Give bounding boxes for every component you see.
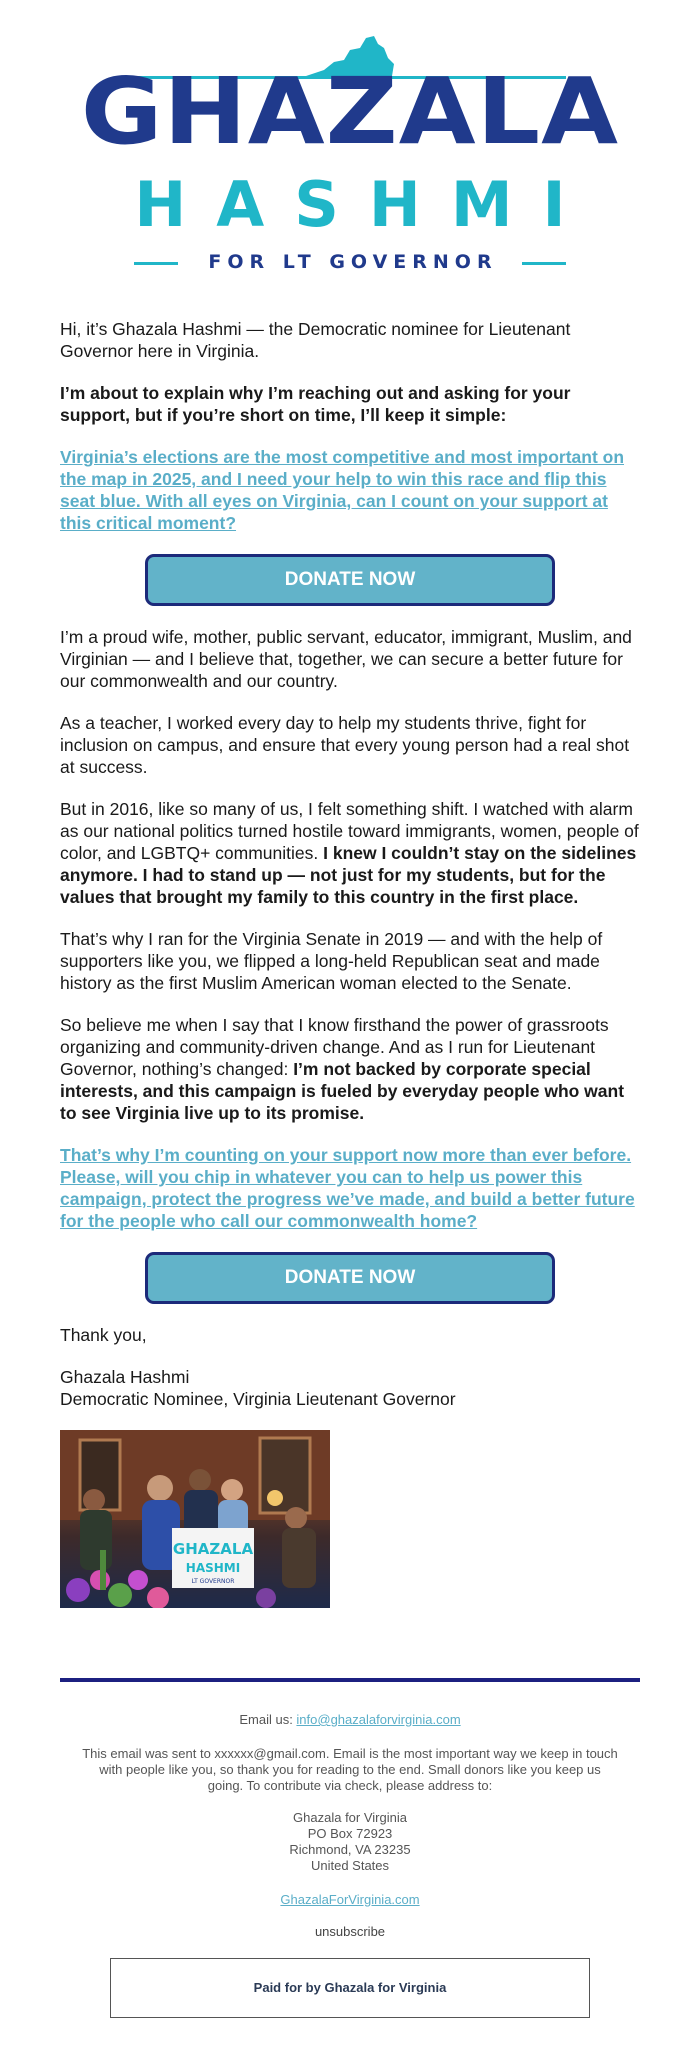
signature-title: Democratic Nominee, Virginia Lieutenant Governor <box>60 1389 456 1409</box>
footer-note: This email was sent to xxxxxx@gmail.com. Email is the most important way we keep in touch with people like you, so thank you for reading to the end. Small donors like you keep us going. To contribute via check, please address to: <box>82 1746 618 1793</box>
photo-sign-line1: GHAZALA <box>172 1540 254 1558</box>
logo-surname: HASHMI <box>134 168 596 241</box>
footer-email-label: Email us: <box>239 1712 297 1727</box>
signature-name: Ghazala Hashmi <box>60 1367 190 1387</box>
paragraph-grassroots <box>60 1014 640 1124</box>
address-line: Ghazala for Virginia <box>293 1810 407 1825</box>
footer-email-link[interactable]: info@ghazalaforvirginia.com <box>296 1712 461 1727</box>
photo-illustration <box>60 1430 330 1608</box>
paragraph-senate: That’s why I ran for the Virginia Senate in 2019 — and with the help of supporters like you, we flipped a long-held Republican seat and made history as the first Muslim American woman elected to the Senate. <box>60 929 603 993</box>
paragraph-2016-bold: I knew I couldn’t stay on the sidelines anymore. I had to stand up — not just for my students, but for the values that brought my family to this country in the first place. <box>60 843 637 907</box>
cta-paragraph-2 <box>60 1144 640 1232</box>
cta-link-2[interactable]: That’s why I’m counting on your support now more than ever before. Please, will you chip in whatever you can to help us power this campaign, protect the progress we’ve made, and build a better future for the people who call our commonwealth home? <box>60 1145 635 1231</box>
campaign-event-photo <box>60 1430 330 1608</box>
address-line: PO Box 72923 <box>307 1826 393 1841</box>
footer-email-line <box>60 1712 640 1728</box>
paid-for-text: Paid for by Ghazala for Virginia <box>253 1980 447 1995</box>
logo-name: GHAZALA <box>80 58 620 165</box>
unsubscribe-link[interactable]: unsubscribe <box>314 1924 386 1939</box>
paragraph-teacher: As a teacher, I worked every day to help my students thrive, fight for inclusion on campus, and ensure that every young person had a real shot at success. <box>60 713 630 777</box>
paragraph-identity: I’m a proud wife, mother, public servant, educator, immigrant, Muslim, and Virginian — and I believe that, together, we can secure a better future for our commonwealth and our country. <box>60 627 632 691</box>
donate-button-wrap-1 <box>60 554 640 606</box>
paragraph-2016 <box>60 798 640 908</box>
photo-sign-line3: LT GOVERNOR <box>191 1578 235 1585</box>
donate-now-button-1[interactable]: DONATE NOW <box>145 554 555 606</box>
paragraph-grassroots-text: So believe me when I say that I know firsthand the power of grassroots organizing and community-driven change. And as I run for Lieutenant Governor, nothing’s changed: <box>60 1015 609 1079</box>
footer-divider <box>60 1678 640 1682</box>
logo-tagline-rule-right <box>522 262 566 265</box>
paragraph-grassroots-bold: I’m not backed by corporate special interests, and this campaign is fueled by everyday people who want to see Virginia live up to its promise. <box>60 1059 625 1123</box>
photo-sign-line2: HASHMI <box>185 1561 241 1575</box>
cta-paragraph-1 <box>60 446 640 534</box>
donate-now-button-2[interactable]: DONATE NOW <box>145 1252 555 1304</box>
address-line: United States <box>310 1858 390 1873</box>
cta-link-1[interactable]: Virginia’s elections are the most competitive and most important on the map in 2025, and I need your help to win this race and flip this seat blue. With all eyes on Virginia, can I count on your support at this critical moment? <box>60 447 625 533</box>
thanks-line: Thank you, <box>60 1325 147 1345</box>
signature-block <box>60 1366 640 1410</box>
bold-intro-paragraph: I’m about to explain why I’m reaching out and asking for your support, but if you’re short on time, I’ll keep it simple: <box>60 383 571 425</box>
campaign-logo <box>0 0 700 300</box>
logo-tagline: FOR LT GOVERNOR <box>208 251 498 273</box>
donate-button-wrap-2 <box>60 1252 640 1304</box>
footer-address <box>60 1810 640 1874</box>
intro-paragraph: Hi, it’s Ghazala Hashmi — the Democratic nominee for Lieutenant Governor here in Virginia. <box>60 319 571 361</box>
paid-for-box <box>110 1958 590 2018</box>
footer-site-link[interactable]: GhazalaForVirginia.com <box>280 1892 420 1907</box>
address-line: Richmond, VA 23235 <box>289 1842 411 1857</box>
footer-site <box>60 1892 640 1908</box>
email-footer <box>0 1712 700 2018</box>
email-body <box>0 300 700 1608</box>
paragraph-2016-text: But in 2016, like so many of us, I felt something shift. I watched with alarm as our national politics turned hostile toward immigrants, women, people of color, and LGBTQ+ communities. <box>60 799 639 863</box>
